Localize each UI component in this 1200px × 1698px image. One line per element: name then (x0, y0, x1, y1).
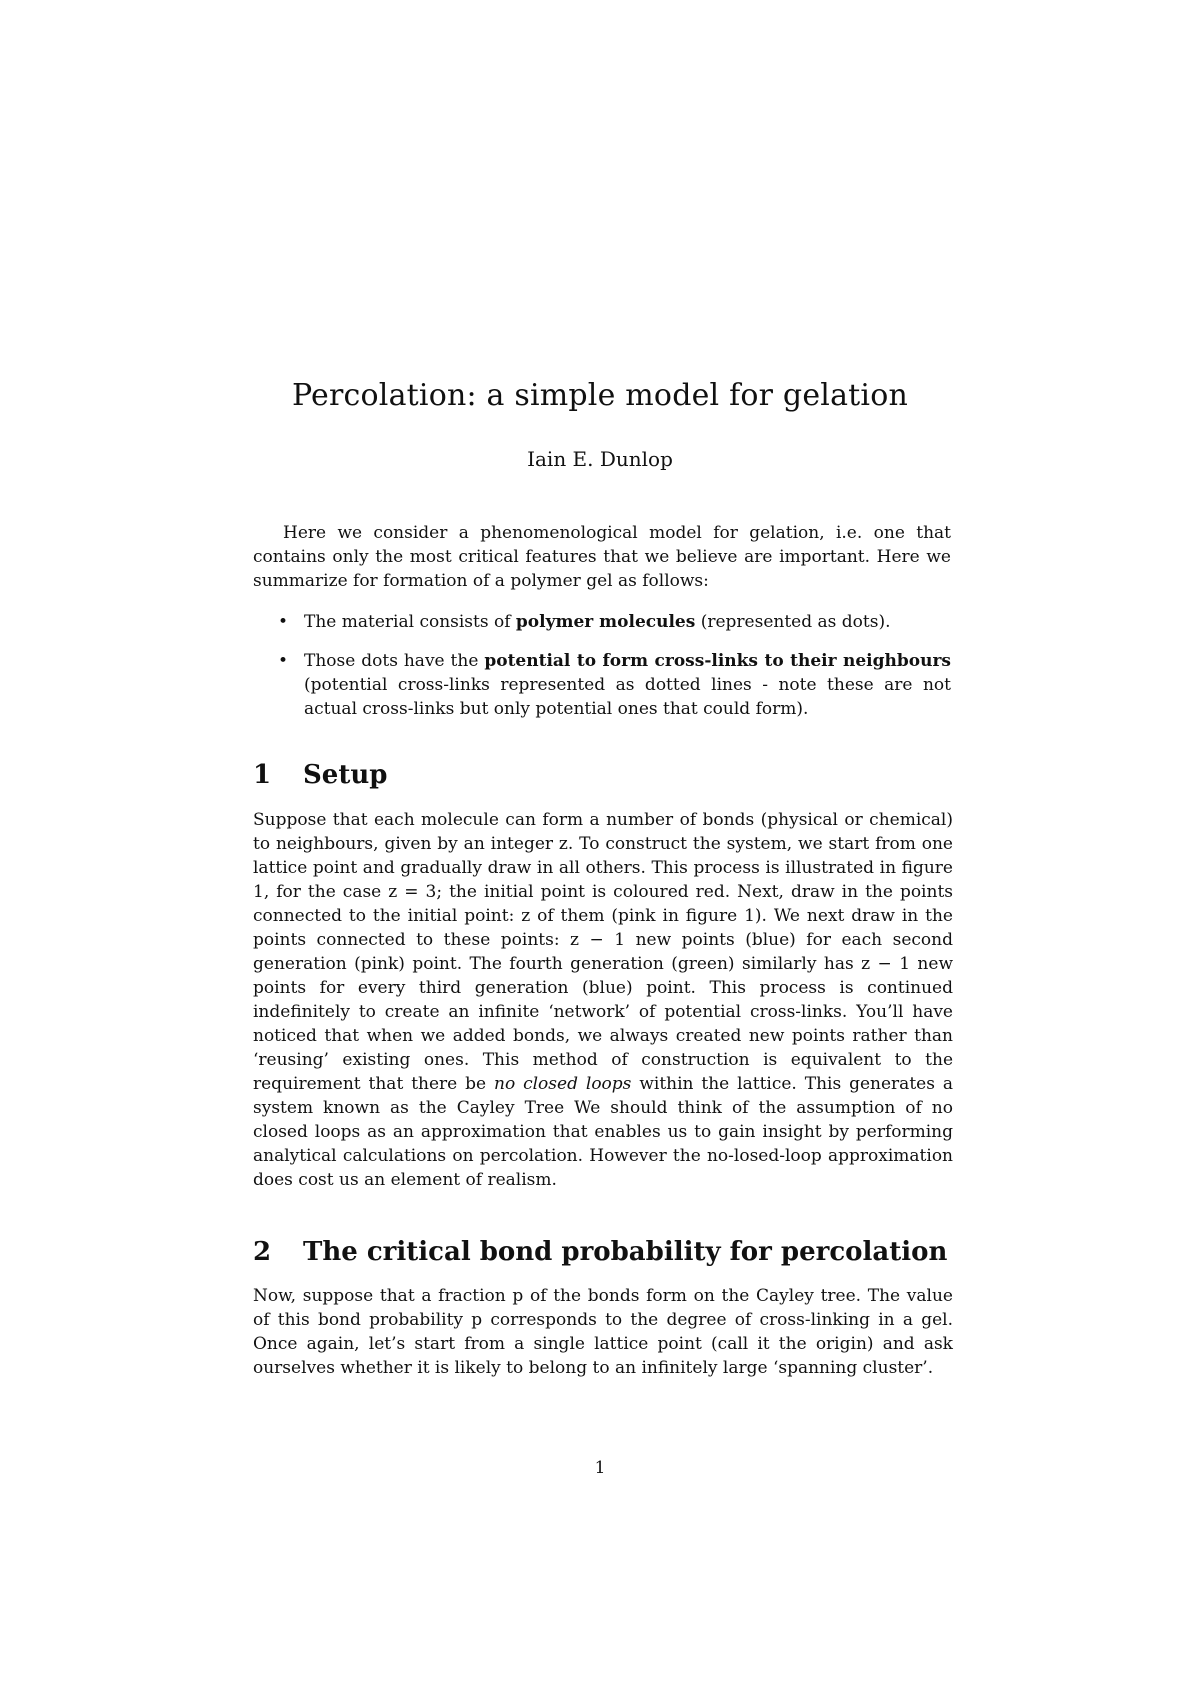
bullet-icon: • (278, 651, 289, 671)
paper-title: Percolation: a simple model for gelation (291, 378, 908, 413)
list-item-text-after: (represented as dots). (695, 612, 891, 632)
section-heading-setup (253, 759, 953, 791)
list-item-text-after: (potential cross-links represented as dotted lines - note these are not actual cross-links but only potential ones that could form). (304, 675, 951, 719)
critical-bond-paragraph: Now, suppose that a fraction p of the bonds form on the Cayley tree. The value of this bond probability p corresponds to the degree of cross-linking in a gel. Once again, let’s start from a single lattice point (call it the origin) and ask ourselves whether it is likely to belong to an infinitely large ‘spanning cluster’. (253, 1286, 953, 1378)
setup-text-after: within the lattice. This generates a system known as the Cayley Tree We should think of the assumption of no closed loops as an approximation that enables us to gain insight by performing analytical calculations on percolation. However the no-losed-loop approximation does cost us an element of realism. (253, 1074, 953, 1190)
section-number: 2 (253, 1237, 272, 1267)
bullet-icon: • (278, 612, 289, 632)
section-heading-critical-bond (253, 1236, 953, 1268)
list-item-text-before: Those dots have the (304, 651, 485, 671)
section-number: 1 (253, 760, 272, 790)
list-item-bold-text: potential to form cross-links to their neighbours (484, 651, 952, 671)
list-item-text-before: The material consists of (304, 612, 516, 632)
setup-text-before: Suppose that each molecule can form a number of bonds (physical or chemical) to neighbours, given by an integer z. To construct the system, we start from one lattice point and gradually draw in all others. This process is illustrated in figure 1, for the case z = 3; the initial point is coloured red. Next, draw in the points connected to the initial point: z of them (pink in figure 1). We next draw in the points connected to these points: z − 1 new points (blue) for each second generation (pink) point. The fourth generation (green) similarly has z − 1 new points for every third generation (blue) point. This process is continued indefinitely to create an infinite ‘network’ of potential cross-links. You’ll have noticed that when we added bonds, we always created new points rather than ‘reusing’ existing ones. This method of construction is equivalent to the requirement that there be (253, 810, 953, 1094)
list-item (278, 649, 951, 721)
section-title: Setup (303, 760, 388, 790)
section-title: The critical bond probability for percolation (303, 1237, 948, 1267)
page-number: 1 (594, 1458, 606, 1478)
setup-paragraph (253, 808, 953, 1192)
list-item-bold-text: polymer molecules (515, 612, 696, 632)
list-item (278, 610, 951, 634)
abstract-paragraph: Here we consider a phenomenological model for gelation, i.e. one that contains only the most critical features that we believe are important. Here we summarize for formation of a polymer gel as follows: (253, 523, 951, 591)
paper-author: Iain E. Dunlop (527, 447, 673, 471)
feature-list (278, 610, 951, 736)
setup-emphasis: no closed loops (494, 1074, 632, 1094)
